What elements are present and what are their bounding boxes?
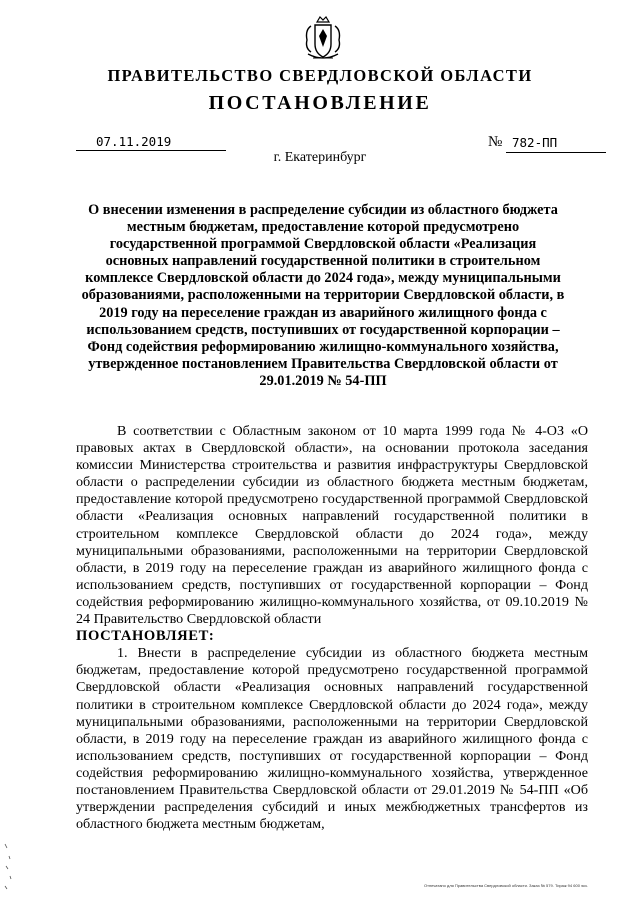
document-body xyxy=(76,423,588,833)
preamble-paragraph: В соответствии с Областным законом от 10 марта 1999 года № 4-ОЗ «О правовых актах в Свердловской области», на основании протокола заседания комиссии Министерства строительства и развития инфраструктуры Свердловской области о распределении субсидии из областного бюджета местным бюджетам, предоставление которой предусмотрено государственной программой Свердловской области «Реализация основных направлений государственной политики в строительном комплексе Свердловской области до 2024 года», между муниципальными образованиями, расположенными на территории Свердловской области, в 2019 году на переселение граждан из аварийного жилищного фонда с использованием средств, поступивших от государственной корпорации – Фонд содействия реформированию жилищно-коммунального хозяйства, от 09.10.2019 № 24 Правительство Свердловской области xyxy=(76,423,588,628)
item-1-paragraph: 1. Внести в распределение субсидии из областного бюджета местным бюджетам, предоставление которой предусмотрено государственной программой Свердловской области «Реализация основных направлений государственной политики в строительном комплексе Свердловской области до 2024 года», между муниципальными образованиями, расположенными на территории Свердловской области, в 2019 году на переселение граждан из аварийного жилищного фонда с использованием средств, поступивших от государственной корпорации – Фонд содействия реформированию жилищно-коммунального хозяйства, утвержденное постановлением Правительства Свердловской области от 29.01.2019 № 54-ПП «Об утверждении распределения субсидий и иных межбюджетных трансфертов из областного бюджета местным бюджетам, xyxy=(76,645,588,833)
government-name: ПРАВИТЕЛЬСТВО СВЕРДЛОВСКОЙ ОБЛАСТИ xyxy=(107,66,533,85)
document-type: ПОСТАНОВЛЕНИЕ xyxy=(208,92,432,114)
document-number: 782-ПП xyxy=(512,135,558,150)
resolve-heading: ПОСТАНОВЛЯЕТ: xyxy=(76,628,215,645)
document-title: О внесении изменения в распределение субсидии из областного бюджета местным бюджетам, предоставление которой предусмотрено государственной программой Свердловской области «Реализация основных направлений государственной политики в строительном комплексе Свердловской области до 2024 года», между муниципальными образованиями, расположенными на территории Свердловской области, в 2019 году на переселение граждан из аварийного жилищного фонда с использованием средств, поступивших от государственной корпорации – Фонд содействия реформированию жилищно-коммунального хозяйства, утвержденное постановлением Правительства Свердловской области от 29.01.2019 № 54-ПП xyxy=(81,202,565,389)
number-sign: № xyxy=(488,134,503,150)
coat-of-arms-icon xyxy=(301,14,345,64)
document-date: 07.11.2019 xyxy=(96,134,172,149)
city: г. Екатеринбург xyxy=(273,150,367,165)
margin-marks-icon xyxy=(2,842,16,897)
print-footer: Отпечатано для Правительства Свердловской области. Заказ № 579. Тираж 94 600 экз. xyxy=(424,883,588,888)
